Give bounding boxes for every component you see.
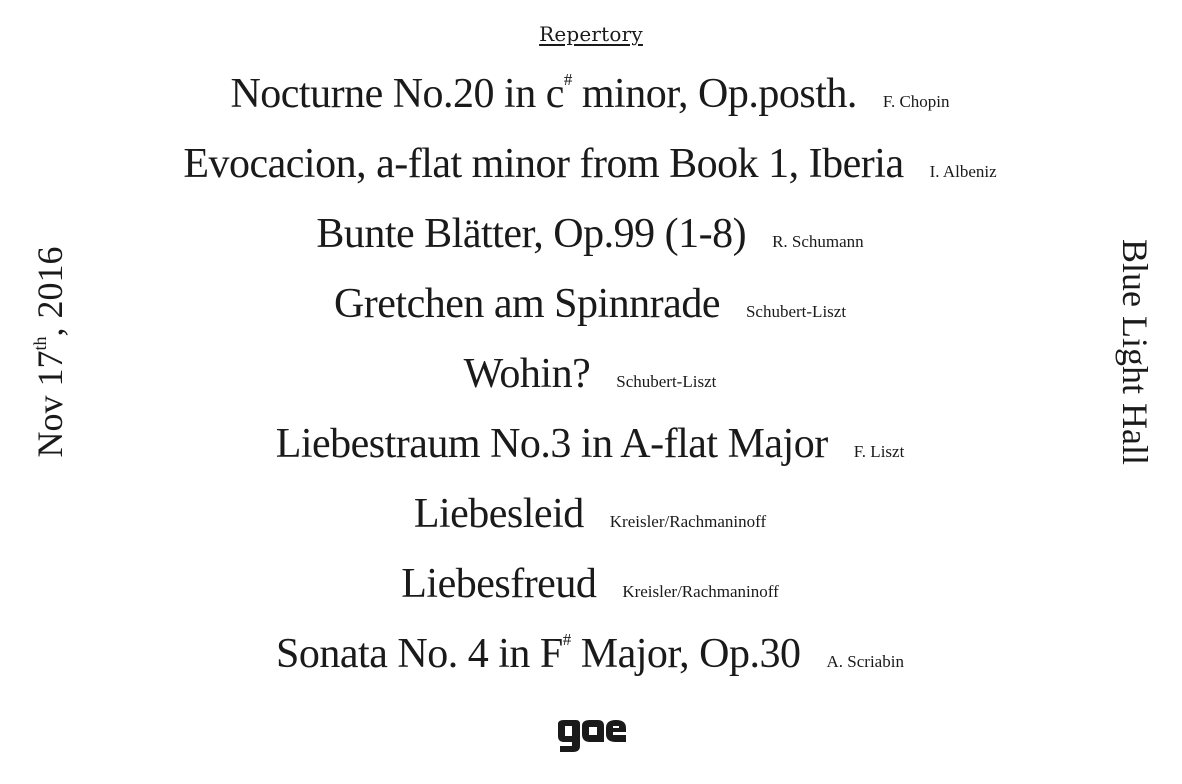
piece-composer: F. Chopin [882, 92, 950, 111]
repertory-heading: Repertory [539, 22, 643, 46]
piece-title: Liebestraum No.3 in A-flat Major [275, 421, 828, 467]
piece-title: Sonata No. 4 in F# Major, Op.30 [276, 630, 801, 677]
piece-composer: F. Liszt [853, 442, 905, 461]
piece-title: Bunte Blätter, Op.99 (1-8) [316, 211, 747, 257]
program-item [150, 560, 1030, 630]
piece-composer: Kreisler/Rachmaninoff [622, 582, 779, 601]
piece-title: Liebesleid [413, 491, 584, 537]
gae-monogram-logo [556, 718, 628, 754]
program-item [150, 210, 1030, 280]
piece-composer: Schubert-Liszt [745, 302, 847, 321]
piece-composer: A. Scriabin [826, 652, 904, 671]
program-item [150, 630, 1030, 700]
program-item [150, 70, 1030, 140]
piece-title: Gretchen am Spinnrade [333, 281, 720, 327]
piece-title: Liebesfreud [401, 561, 597, 607]
concert-venue: Blue Light Hall [1115, 239, 1155, 465]
piece-composer: I. Albeniz [929, 162, 997, 181]
program-item [150, 140, 1030, 210]
program-item [150, 350, 1030, 420]
piece-composer: R. Schumann [772, 232, 864, 251]
program-item [150, 280, 1030, 350]
piece-composer: Schubert-Liszt [616, 372, 717, 391]
program-list [150, 70, 1030, 700]
program-item [150, 490, 1030, 560]
piece-title: Nocturne No.20 in c# minor, Op.posth. [230, 70, 857, 117]
piece-composer: Kreisler/Rachmaninoff [609, 512, 767, 531]
program-item [150, 420, 1030, 490]
concert-date: Nov 17th, 2016 [30, 246, 70, 458]
piece-title: Evocacion, a-flat minor from Book 1, Iberia [183, 141, 904, 187]
piece-title: Wohin? [463, 351, 591, 397]
